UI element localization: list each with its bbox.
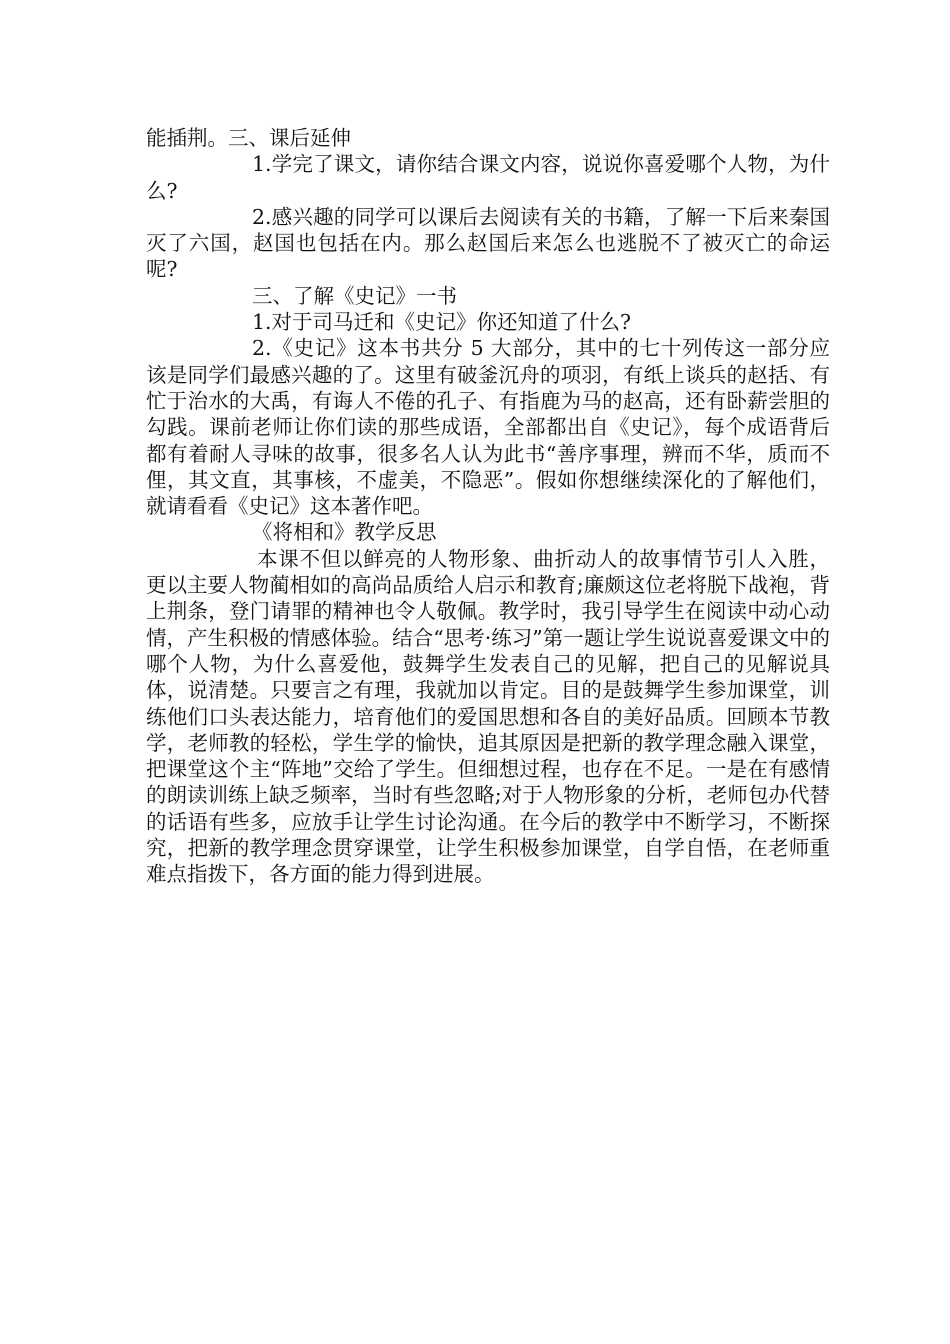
section-heading-shiji: 三、了解《史记》一书 <box>252 283 457 308</box>
paragraph-shiji-2: 2.《史记》这本书共分 5 大部分，其中的七十列传这一部分应该是同学们最感兴趣的了。这里有破釜沉舟的项羽，有纸上谈兵的赵括、有忙于治水的大禹，有诲人不倦的孔子、有指鹿为马的赵高，还有卧薪尝胆的勾践。课前老师让你们读的那些成语，全部都出自《史记》，每个成语背后都有着耐人寻味的故事，很多名人认为此书“善序事理，辨而不华，质而不俚，其文直，其事核，不虚美，不隐恶”。假如你想继续深化的了解他们，就请看看《史记》这本著作吧。 <box>146 336 830 519</box>
reflection-title: 《将相和》教学反思 <box>252 520 437 545</box>
document-body <box>146 125 830 888</box>
paragraph-question-1: 1.学完了课文，请你结合课文内容，说说你喜爱哪个人物，为什么? <box>146 152 830 203</box>
paragraph-reflection: 本课不但以鲜亮的人物形象、曲折动人的故事情节引人入胜，更以主要人物蔺相如的高尚品质给人启示和教育;廉颇这位老将脱下战袍，背上荆条，登门请罪的精神也令人敬佩。教学时，我引导学生在阅读中动心动情，产生积极的情感体验。结合“思考·练习”第一题让学生说说喜爱课文中的哪个人物，为什么喜爱他，鼓舞学生发表自己的见解，把自己的见解说具体，说清楚。只要言之有理，我就加以肯定。目的是鼓舞学生参加课堂，训练他们口头表达能力，培育他们的爱国思想和各自的美好品质。回顾本节教学，老师教的轻松，学生学的愉快，追其原因是把新的教学理念融入课堂，把课堂这个主“阵地”交给了学生。但细想过程，也存在不足。一是在有感情的朗读训练上缺乏频率，当时有些忽略;对于人物形象的分析，老师包办代替的话语有些多，应放手让学生讨论沟通。在今后的教学中不断学习，不断探究，把新的教学理念贯穿课堂，让学生积极参加课堂，自学自悟，在老师重难点指拨下，各方面的能力得到进展。 <box>146 546 830 887</box>
paragraph-shiji-1: 1.对于司马迁和《史记》你还知道了什么? <box>252 310 632 335</box>
paragraph-continuation: 能插荆。三、课后延伸 <box>146 126 351 150</box>
paragraph-question-2: 2.感兴趣的同学可以课后去阅读有关的书籍，了解一下后来秦国灭了六国，赵国也包括在内。那么赵国后来怎么也逃脱不了被灭亡的命运呢? <box>146 204 830 282</box>
